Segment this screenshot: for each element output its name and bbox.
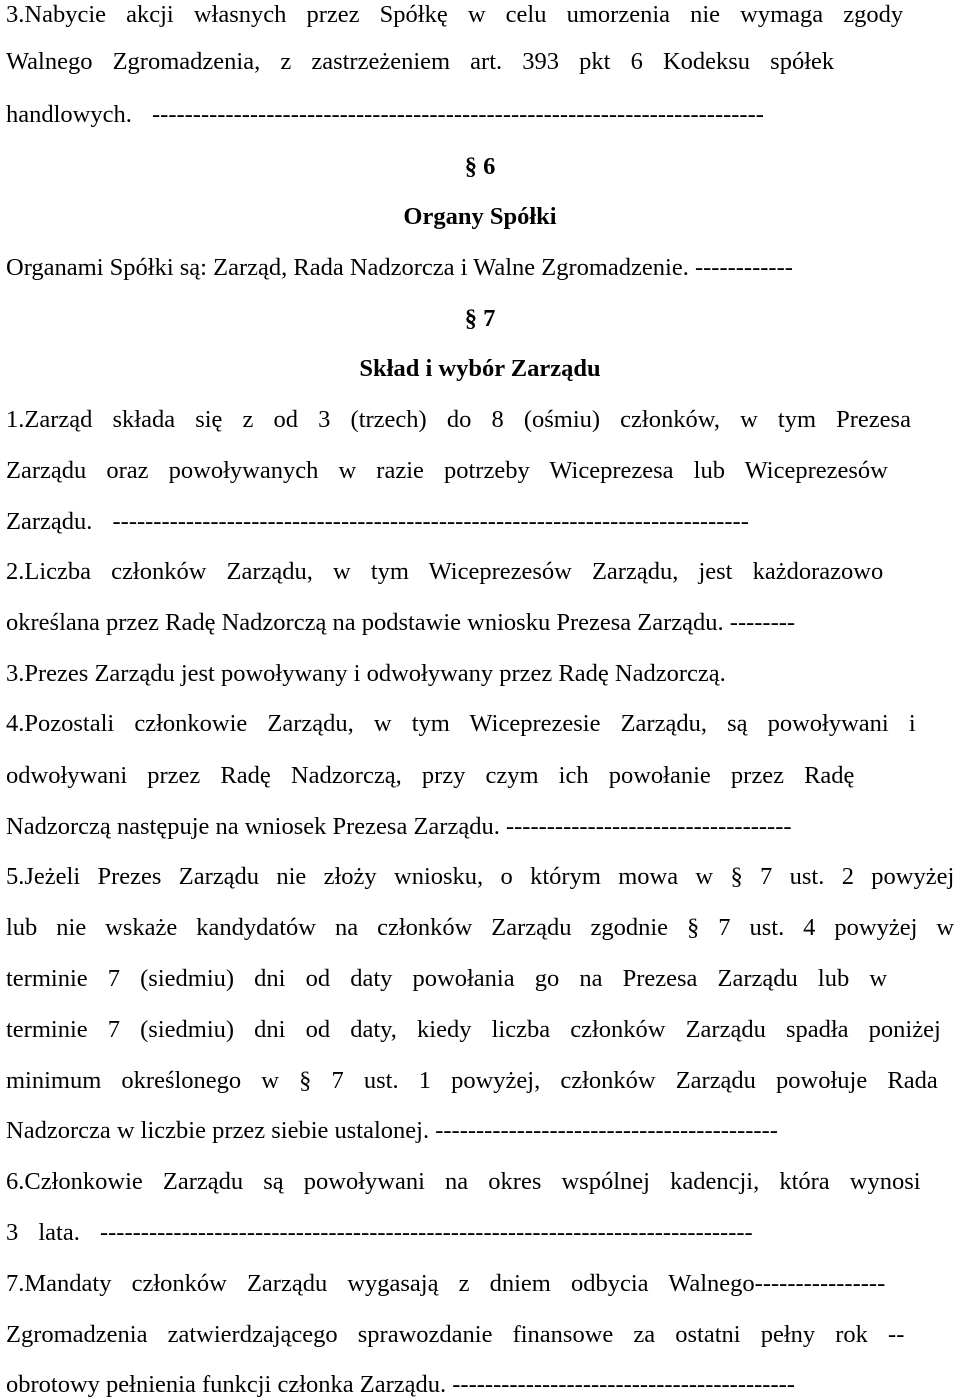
body-text-line: Organami Spółki są: Zarząd, Rada Nadzorcza i Walne Zgromadzenie. ------------: [6, 254, 793, 281]
section-heading: Organy Spółki: [403, 203, 557, 230]
section-number: § 6: [464, 153, 496, 180]
body-text-line: handlowych. ---------------------------------------------------------------------------: [6, 101, 764, 128]
body-text-line: 5.Jeżeli Prezes Zarządu nie złoży wniosku, o którym mowa w § 7 ust. 2 powyżej: [6, 863, 955, 890]
body-text-line: Zarządu. ------------------------------------------------------------------------------: [6, 508, 749, 535]
body-text-line: lub nie wskaże kandydatów na członków Zarządu zgodnie § 7 ust. 4 powyżej w: [6, 914, 955, 941]
body-text-line: 3.Prezes Zarządu jest powoływany i odwoływany przez Radę Nadzorczą.: [6, 660, 726, 687]
body-text-line: Nadzorcza w liczbie przez siebie ustalonej. ------------------------------------------: [6, 1117, 778, 1144]
body-text-line: odwoływani przez Radę Nadzorczą, przy czym ich powołanie przez Radę: [6, 762, 855, 789]
body-text-line: 2.Liczba członków Zarządu, w tym Wiceprezesów Zarządu, jest każdorazowo: [6, 558, 884, 585]
body-text-line: 4.Pozostali członkowie Zarządu, w tym Wiceprezesie Zarządu, są powoływani i: [6, 710, 916, 737]
section-number: § 7: [464, 305, 496, 332]
body-text-line: obrotowy pełnienia funkcji członka Zarządu. ------------------------------------------: [6, 1371, 795, 1398]
body-text-line: określana przez Radę Nadzorczą na podstawie wniosku Prezesa Zarządu. --------: [6, 609, 796, 636]
body-text-line: minimum określonego w § 7 ust. 1 powyżej, członków Zarządu powołuje Rada: [6, 1067, 938, 1094]
body-text-line: Walnego Zgromadzenia, z zastrzeżeniem art. 393 pkt 6 Kodeksu spółek: [6, 48, 835, 75]
body-text-line: Zgromadzenia zatwierdzającego sprawozdanie finansowe za ostatni pełny rok --: [6, 1321, 905, 1348]
body-text-line: 3 lata. --------------------------------------------------------------------------------: [6, 1219, 753, 1246]
body-text-line: Zarządu oraz powoływanych w razie potrzeby Wiceprezesa lub Wiceprezesów: [6, 457, 888, 484]
body-text-line: terminie 7 (siedmiu) dni od daty, kiedy liczba członków Zarządu spadła poniżej: [6, 1016, 941, 1043]
body-text-line: 3.Nabycie akcji własnych przez Spółkę w celu umorzenia nie wymaga zgody: [6, 1, 904, 28]
body-text-line: 6.Członkowie Zarządu są powoływani na okres wspólnej kadencji, która wynosi: [6, 1168, 921, 1195]
section-heading: Skład i wybór Zarządu: [359, 355, 601, 382]
body-text-line: Nadzorczą następuje na wniosek Prezesa Zarządu. -----------------------------------: [6, 813, 792, 840]
body-text-line: 1.Zarząd składa się z od 3 (trzech) do 8 (ośmiu) członków, w tym Prezesa: [6, 406, 911, 433]
body-text-line: terminie 7 (siedmiu) dni od daty powołania go na Prezesa Zarządu lub w: [6, 965, 888, 992]
body-text-line: 7.Mandaty członków Zarządu wygasają z dniem odbycia Walnego----------------: [6, 1270, 886, 1297]
